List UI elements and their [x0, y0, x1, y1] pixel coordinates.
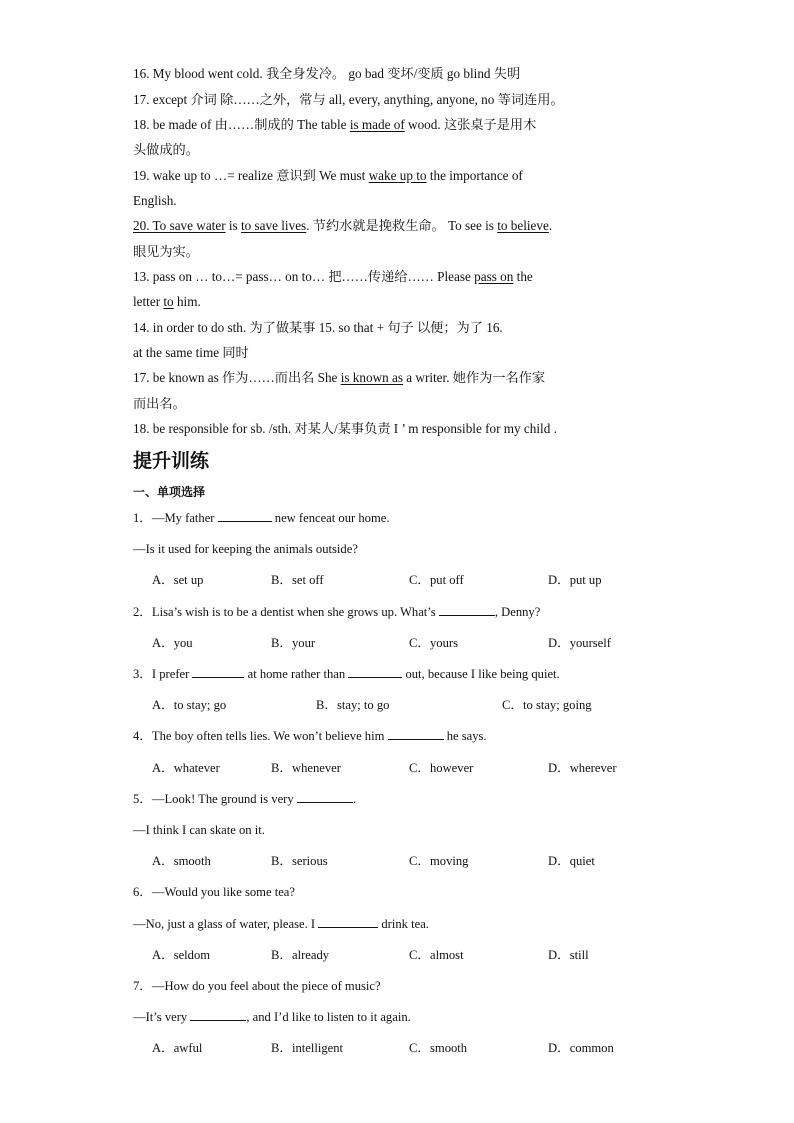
subsection-title: 一、单项选择 [133, 485, 206, 499]
q7-option-a[interactable]: A．awful [152, 1041, 203, 1055]
note-line-17-known-as: 17. be known as 作为……而出名 She is known as a writer. 她作为一名作家 [133, 370, 546, 385]
note-line-18-responsible: 18. be responsible for sb. /sth. 对某人/某事负责 I ’ m responsible for my child . [133, 421, 557, 436]
question-3: 3．I prefer at home rather than out, because I like being quiet. [133, 667, 560, 681]
q2-option-d[interactable]: D．yourself [548, 636, 611, 650]
answer-blank[interactable] [192, 665, 244, 678]
q5-option-b[interactable]: B．serious [271, 854, 328, 868]
note-line-13-pass-on: 13. pass on … to…= pass… on to… 把……传递给…… Please pass on the [133, 269, 533, 284]
question-7-reply: —It’s very , and I’d like to listen to it again. [133, 1010, 411, 1024]
q5-option-d[interactable]: D．quiet [548, 854, 595, 868]
note-line-20-save-water: 20. To save water is to save lives. 节约水就是挽救生命。 To see is to believe. [133, 218, 553, 233]
note-line-13-cont: letter to him. [133, 294, 201, 309]
q4-option-a[interactable]: A．whatever [152, 761, 220, 775]
question-2: 2．Lisa’s wish is to be a dentist when she grows up. What’s , Denny? [133, 605, 541, 619]
note-line-19-wake-up: 19. wake up to …= realize 意识到 We must wake up to the importance of [133, 168, 523, 183]
q3-option-c[interactable]: C．to stay; going [502, 698, 592, 712]
note-line-14-in-order-to: 14. in order to do sth. 为了做某事 15. so that + 句子 以便；为了 16. [133, 320, 503, 335]
q2-option-b[interactable]: B．your [271, 636, 316, 650]
q7-option-d[interactable]: D．common [548, 1041, 614, 1055]
question-5-reply: —I think I can skate on it. [133, 823, 265, 837]
note-line-17-except: 17. except 介词 除……之外，常与 all, every, anything, anyone, no 等词连用。 [133, 92, 564, 107]
q2-option-c[interactable]: C．yours [409, 636, 458, 650]
question-1-reply: —Is it used for keeping the animals outside? [133, 542, 358, 556]
answer-blank[interactable] [297, 790, 353, 803]
q5-option-a[interactable]: A．smooth [152, 854, 211, 868]
q3-option-b[interactable]: B．stay; to go [316, 698, 390, 712]
question-4: 4．The boy often tells lies. We won’t believe him he says. [133, 729, 487, 743]
q6-option-c[interactable]: C．almost [409, 948, 464, 962]
answer-blank[interactable] [318, 915, 378, 928]
q1-option-b[interactable]: B．set off [271, 573, 324, 587]
note-line-16-blood: 16. My blood went cold. 我全身发冷。 go bad 变坏/变质 go blind 失明 [133, 66, 521, 81]
q3-option-a[interactable]: A．to stay; go [152, 698, 227, 712]
question-6-reply: —No, just a glass of water, please. I drink tea. [133, 917, 429, 931]
note-line-18-cont: 头做成的。 [133, 142, 199, 157]
note-line-19-cont: English. [133, 193, 177, 208]
note-line-17-cont: 而出名。 [133, 396, 186, 411]
q2-option-a[interactable]: A．you [152, 636, 193, 650]
q6-option-a[interactable]: A．seldom [152, 948, 211, 962]
answer-blank[interactable] [439, 603, 495, 616]
note-line-20-cont: 眼见为实。 [133, 244, 199, 259]
q6-option-b[interactable]: B．already [271, 948, 330, 962]
q5-option-c[interactable]: C．moving [409, 854, 469, 868]
note-line-18-made-of: 18. be made of 由……制成的 The table is made of wood. 这张桌子是用木 [133, 117, 537, 132]
q1-option-c[interactable]: C．put off [409, 573, 464, 587]
q7-option-b[interactable]: B．intelligent [271, 1041, 344, 1055]
note-line-16-same-time: at the same time 同时 [133, 345, 249, 360]
question-5: 5．—Look! The ground is very . [133, 792, 356, 806]
q1-option-a[interactable]: A．set up [152, 573, 204, 587]
q4-option-d[interactable]: D．wherever [548, 761, 617, 775]
section-title: 提升训练 [133, 450, 210, 472]
q4-option-b[interactable]: B．whenever [271, 761, 341, 775]
q7-option-c[interactable]: C．smooth [409, 1041, 468, 1055]
q1-option-d[interactable]: D．put up [548, 573, 602, 587]
q6-option-d[interactable]: D．still [548, 948, 589, 962]
answer-blank[interactable] [348, 665, 402, 678]
question-6: 6．—Would you like some tea? [133, 885, 295, 899]
answer-blank[interactable] [218, 509, 272, 522]
q4-option-c[interactable]: C．however [409, 761, 474, 775]
question-1: 1．—My father new fenceat our home. [133, 511, 390, 525]
answer-blank[interactable] [190, 1008, 246, 1021]
question-7: 7．—How do you feel about the piece of music? [133, 979, 381, 993]
answer-blank[interactable] [388, 727, 444, 740]
